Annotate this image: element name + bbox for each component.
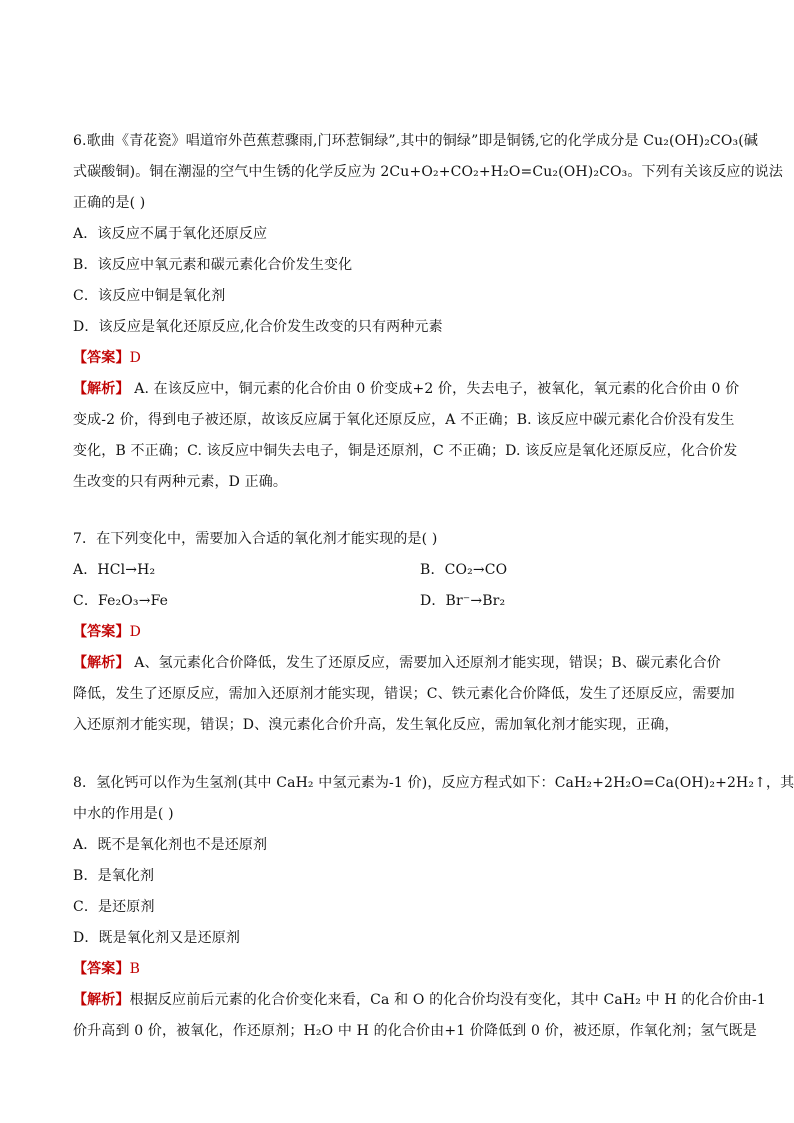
q6-answer-label: 【答案】 (73, 350, 130, 366)
q6-stem-line-2: 式碳酸铜)。铜在潮湿的空气中生锈的化学反应为 2Cu+O₂+CO₂+H₂O=Cu₂(OH)₂CO₃。下列有关该反应的说法 (73, 164, 784, 180)
q7-answer (73, 622, 733, 642)
q6-explanation-label: 【解析】 (73, 381, 130, 397)
q6-answer-value: D (129, 350, 141, 366)
q8-option-a: A．既不是氧化剂也不是还原剂 (73, 837, 268, 853)
q8-explanation-line-2: 价升高到 0 价，被氧化，作还原剂；H₂O 中 H 的化合价由+1 价降低到 0 价，被还原，作氧化剂；氢气既是 (73, 1023, 757, 1039)
q8-explanation-line-1 (73, 990, 766, 1010)
q6-option-b: B．该反应中氧元素和碳元素化合价发生变化 (73, 257, 353, 273)
q7-option-c: C．Fe₂O₃→Fe (73, 593, 169, 609)
q6-stem-line-3: 正确的是( ) (73, 195, 146, 211)
q7-answer-value: D (129, 624, 141, 640)
q7-explanation-line-2: 降低，发生了还原反应，需加入还原剂才能实现，错误；C、铁元素化合价降低，发生了还原反应，需要加 (73, 686, 735, 702)
q7-explanation-label: 【解析】 (73, 655, 130, 671)
q6-explanation-line-3: 变化，B 不正确；C. 该反应中铜失去电子，铜是还原剂，C 不正确；D. 该反应是氧化还原反应，化合价发 (73, 443, 738, 459)
q8-answer-value: B (129, 961, 141, 977)
q7-explanation-text-1: A、氢元素化合价降低，发生了还原反应，需要加入还原剂才能实现，错误；B、碳元素化合价 (129, 655, 721, 671)
q6-explanation-line-1 (73, 379, 740, 399)
q8-stem-line-2: 中水的作用是( ) (73, 806, 174, 822)
q8-option-b: B．是氧化剂 (73, 868, 155, 884)
q7-options-row-2 (73, 591, 733, 611)
q7-options-row-1 (73, 560, 733, 580)
q6-explanation-line-4: 生改变的只有两种元素，D 正确。 (73, 474, 288, 490)
q6-stem-line-1: 6.歌曲《青花瓷》唱道帘外芭蕉惹骤雨,门环惹铜绿”,其中的铜绿”即是铜锈,它的化学成分是 Cu₂(OH)₂CO₃(碱 (73, 133, 758, 149)
q7-explanation-line-1 (73, 653, 733, 673)
q6-explanation-text-1: A. 在该反应中，铜元素的化合价由 0 价变成+2 价，失去电子，被氧化，氧元素的化合价由 0 价 (129, 381, 740, 397)
q6-option-a: A．该反应不属于氧化还原反应 (73, 226, 268, 242)
q7-explanation-line-3: 入还原剂才能实现，错误；D、溴元素化合价升高，发生氧化反应，需加氧化剂才能实现，正确， (73, 717, 679, 733)
q8-option-d: D．既是氧化剂又是还原剂 (73, 930, 241, 946)
q8-option-c: C．是还原剂 (73, 899, 155, 915)
q8-stem-line-1: 8．氢化钙可以作为生氢剂(其中 CaH₂ 中氢元素为-1 价)，反应方程式如下：CaH₂+2H₂O=Ca(OH)₂+2H₂↑，其 (73, 775, 794, 791)
q8-answer-label: 【答案】 (73, 961, 130, 977)
q7-option-b: B．CO₂→CO (420, 562, 508, 578)
q7-stem: 7．在下列变化中，需要加入合适的氧化剂才能实现的是( ) (73, 531, 438, 547)
q6-answer (73, 348, 733, 368)
q7-answer-label: 【答案】 (73, 624, 130, 640)
q6-option-d: D．该反应是氧化还原反应,化合价发生改变的只有两种元素 (73, 319, 443, 335)
q8-explanation-label: 【解析】 (73, 992, 130, 1008)
q7-option-d: D．Br⁻→Br₂ (420, 593, 506, 609)
q6-explanation-line-2: 变成-2 价，得到电子被还原，故该反应属于氧化还原反应，A 不正确；B. 该反应中碳元素化合价没有发生 (73, 412, 735, 428)
q8-answer (73, 959, 733, 979)
q6-option-c: C．该反应中铜是氧化剂 (73, 288, 226, 304)
q8-explanation-text-1: 根据反应前后元素的化合价变化来看，Ca 和 O 的化合价均没有变化，其中 CaH₂ 中 H 的化合价由-1 (129, 992, 766, 1008)
q7-option-a: A．HCl→H₂ (73, 562, 156, 578)
